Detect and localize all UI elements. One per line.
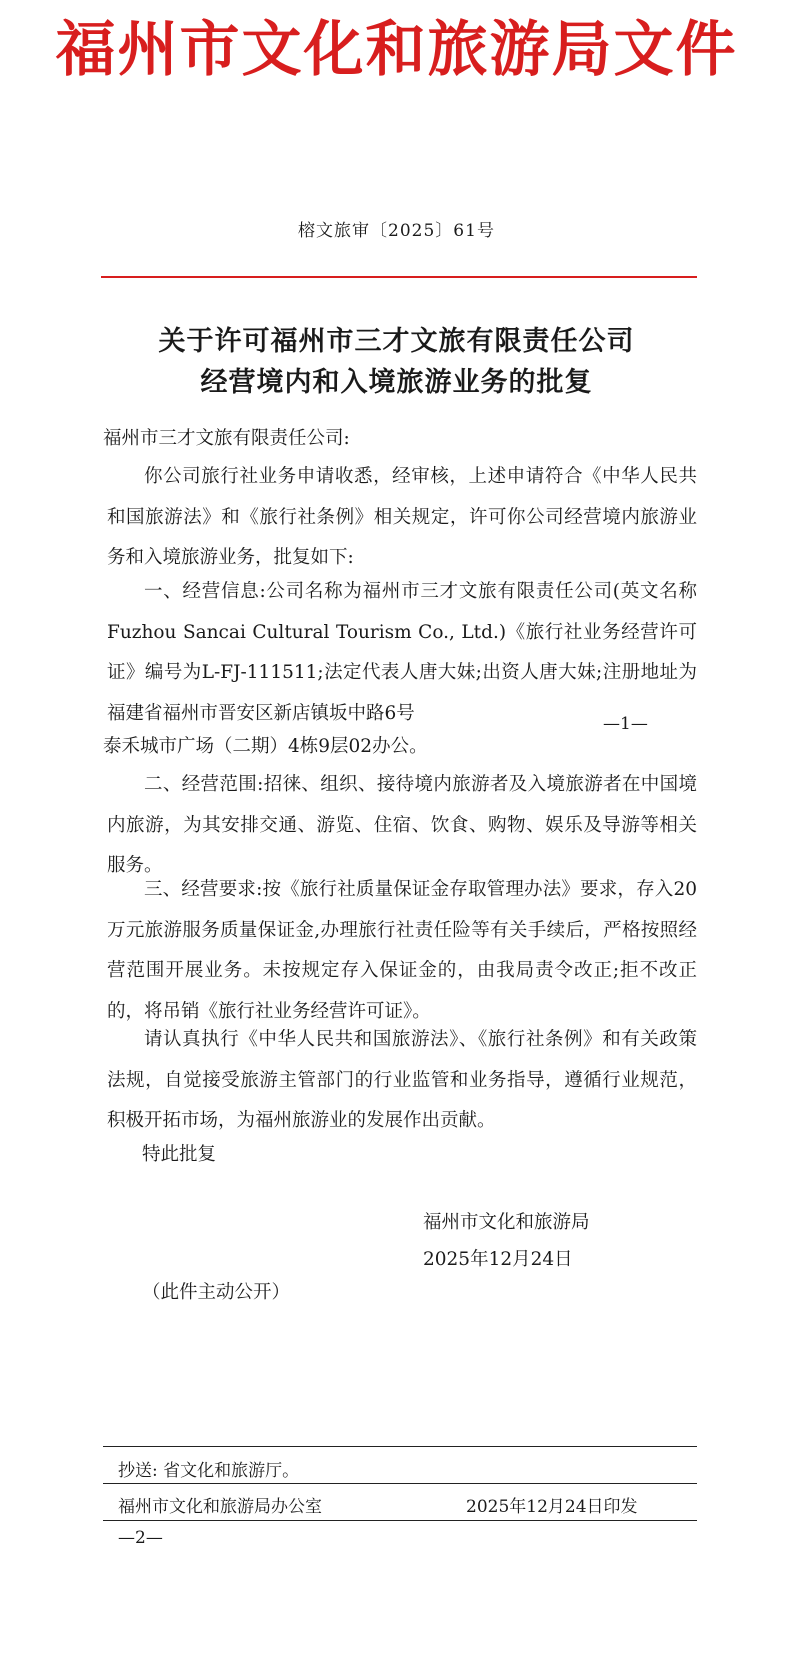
- red-divider: [101, 276, 697, 278]
- issuer-signature: 福州市文化和旅游局: [423, 1212, 590, 1233]
- issue-date: 2025年12月24日: [423, 1249, 573, 1270]
- paragraph-business-scope: 二、经营范围:招徕、组织、接待境内旅游者及入境旅游者在中国境内旅游，为其安排交通、游览、住宿、饮食、购物、娱乐及导游等相关服务。: [107, 774, 697, 876]
- cc-line: 抄送: 省文化和旅游厅。: [118, 1461, 300, 1481]
- paragraph-compliance: 请认真执行《中华人民共和国旅游法》、《旅行社条例》和有关政策法规，自觉接受旅游主管部门的行业监管和业务指导，遵循行业规范，积极开拓市场，为福州旅游业的发展作出贡献。: [107, 1029, 697, 1131]
- paragraph-business-info-continued: 泰禾城市广场（二期）4栋9层02办公。: [103, 736, 428, 757]
- page-marker-1: —1—: [603, 714, 648, 734]
- salutation: 福州市三才文旅有限责任公司:: [103, 428, 350, 449]
- disclosure-note: （此件主动公开）: [142, 1282, 291, 1303]
- paragraph-business-requirements: 三、经营要求:按《旅行社质量保证金存取管理办法》要求，存入20万元旅游服务质量保证金,办理旅行社责任险等有关手续后，严格按照经营范围开展业务。未按规定存入保证金的，由我局责令改正;拒不改正的，将吊销《旅行社业务经营许可证》。: [107, 879, 697, 1022]
- footer-rule-bottom: [103, 1520, 697, 1521]
- title-line-2: 经营境内和入境旅游业务的批复: [200, 367, 593, 398]
- issuing-office: 福州市文化和旅游局办公室: [118, 1497, 322, 1517]
- page-marker-2: —2—: [118, 1528, 163, 1548]
- paragraph-business-info: 一、经营信息:公司名称为福州市三才文旅有限责任公司(英文名称Fuzhou Sancai Cultural Tourism Co., Ltd.)《旅行社业务经营许可证》编号为L-FJ-111511;法定代表人唐大妹;出资人唐大妹;注册地址为福建省福州市晋安区新店镇坂中路6号: [107, 581, 697, 724]
- paragraph-intro: 你公司旅行社业务申请收悉，经审核，上述申请符合《中华人民共和国旅游法》和《旅行社条例》相关规定，许可你公司经营境内旅游业务和入境旅游业务，批复如下:: [107, 466, 697, 568]
- footer-rule-top: [103, 1446, 697, 1447]
- title-line-1: 关于许可福州市三才文旅有限责任公司: [158, 326, 635, 357]
- footer-rule-middle: [103, 1483, 697, 1484]
- masthead: 福州市文化和旅游局文件: [55, 15, 738, 85]
- document-number: 榕文旅审〔2025〕61号: [298, 221, 495, 241]
- closing-remark: 特此批复: [142, 1144, 217, 1165]
- print-date: 2025年12月24日印发: [466, 1497, 638, 1517]
